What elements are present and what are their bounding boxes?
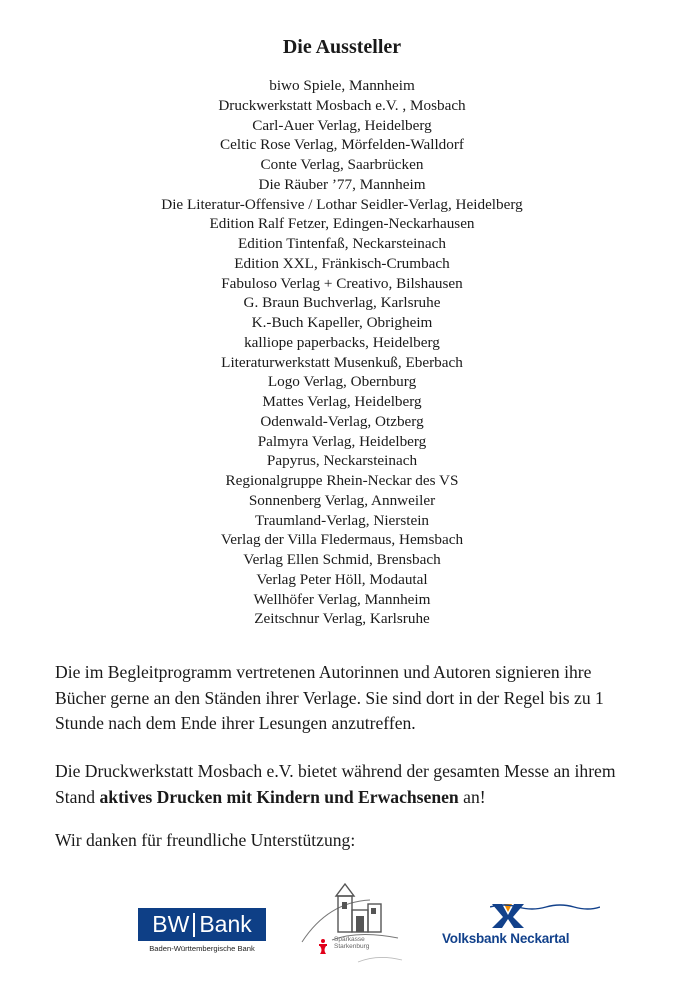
exhibitor-item: Verlag Ellen Schmid, Brensbach <box>243 551 441 568</box>
sparkasse-line1: Sparkasse <box>334 936 365 943</box>
bw-bank-subtitle: Baden-Württembergische Bank <box>149 944 255 953</box>
exhibitor-item: Verlag Peter Höll, Modautal <box>256 570 428 588</box>
bw-bank-separator <box>193 913 195 937</box>
printing-text-before: Die Druckwerkstatt Mosbach e.V. bietet während der gesamten Messe an ihrem Stand <box>55 761 616 807</box>
church-castle-icon <box>298 880 410 970</box>
exhibitor-item: Literaturwerkstatt Musenkuß, Eberbach <box>221 353 463 371</box>
exhibitor-item: Carl-Auer Verlag, Heidelberg <box>252 116 432 134</box>
exhibitor-item: Edition Tintenfaß, Neckarsteinach <box>238 235 446 252</box>
exhibitor-item: Fabuloso Verlag + Creativo, Bilshausen <box>221 274 463 292</box>
exhibitor-item: Edition XXL, Fränkisch-Crumbach <box>234 254 450 272</box>
exhibitor-item: Celtic Rose Verlag, Mörfelden-Walldorf <box>220 136 464 154</box>
exhibitor-list <box>0 76 684 629</box>
wave-icon <box>490 903 600 911</box>
volksbank-logo <box>438 898 580 960</box>
sparkasse-name <box>334 936 369 950</box>
bw-bank-logo <box>138 908 266 956</box>
bw-bank-wordmark <box>138 908 266 941</box>
exhibitor-item: Die Räuber ’77, Mannheim <box>258 175 426 193</box>
exhibitor-item: Mattes Verlag, Heidelberg <box>262 393 422 410</box>
signing-paragraph: Die im Begleitprogramm vertretenen Autorinnen und Autoren signieren ihre Bücher gerne an den Ständen ihrer Verlage. Sie sind dort in der Regel bis zu 1 Stunde nach dem Ende ihrer Lesungen anzutreffen. <box>55 662 604 733</box>
exhibitor-item: kalliope paperbacks, Heidelberg <box>244 333 440 351</box>
exhibitor-item: Odenwald-Verlag, Otzberg <box>260 412 424 430</box>
sparkasse-line2: Starkenburg <box>334 943 370 950</box>
volksbank-name: Volksbank Neckartal <box>442 931 570 946</box>
bw-bank-name-right: Bank <box>199 911 252 937</box>
exhibitor-item: Regionalgruppe Rhein-Neckar des VS <box>225 472 459 489</box>
exhibitor-item: Palmyra Verlag, Heidelberg <box>257 432 427 450</box>
exhibitor-item: Verlag der Villa Fledermaus, Hemsbach <box>220 531 464 549</box>
page-title: Die Aussteller <box>282 36 402 58</box>
sparkasse-logo <box>298 880 410 970</box>
exhibitor-item: Papyrus, Neckarsteinach <box>266 452 418 470</box>
exhibitor-item: Sonnenberg Verlag, Annweiler <box>248 491 436 509</box>
printing-text-after: an! <box>458 786 486 807</box>
bw-bank-name-left: BW <box>152 911 190 937</box>
exhibitor-item: Zeitschnur Verlag, Karlsruhe <box>254 610 430 628</box>
printing-paragraph <box>55 759 645 810</box>
exhibitor-item: Traumland-Verlag, Nierstein <box>254 511 430 529</box>
thanks-line: Wir danken für freundliche Unterstützung: <box>55 830 356 850</box>
exhibitor-item: Conte Verlag, Saarbrücken <box>260 156 424 173</box>
exhibitor-item: Die Literatur-Offensive / Lothar Seidler-Verlag, Heidelberg <box>161 195 523 213</box>
exhibitor-item: Edition Ralf Fetzer, Edingen-Neckarhausen <box>209 215 475 233</box>
exhibitor-item: biwo Spiele, Mannheim <box>269 77 415 94</box>
exhibitor-item: Druckwerkstatt Mosbach e.V. , Mosbach <box>218 96 466 114</box>
exhibitor-item: Logo Verlag, Obernburg <box>267 373 417 391</box>
exhibitor-item: G. Braun Buchverlag, Karlsruhe <box>243 294 441 312</box>
printing-highlight: aktives Drucken mit Kindern und Erwachsenen <box>99 786 459 807</box>
exhibitor-item: Wellhöfer Verlag, Mannheim <box>253 590 431 608</box>
exhibitor-item: K.-Buch Kapeller, Obrigheim <box>251 314 433 331</box>
